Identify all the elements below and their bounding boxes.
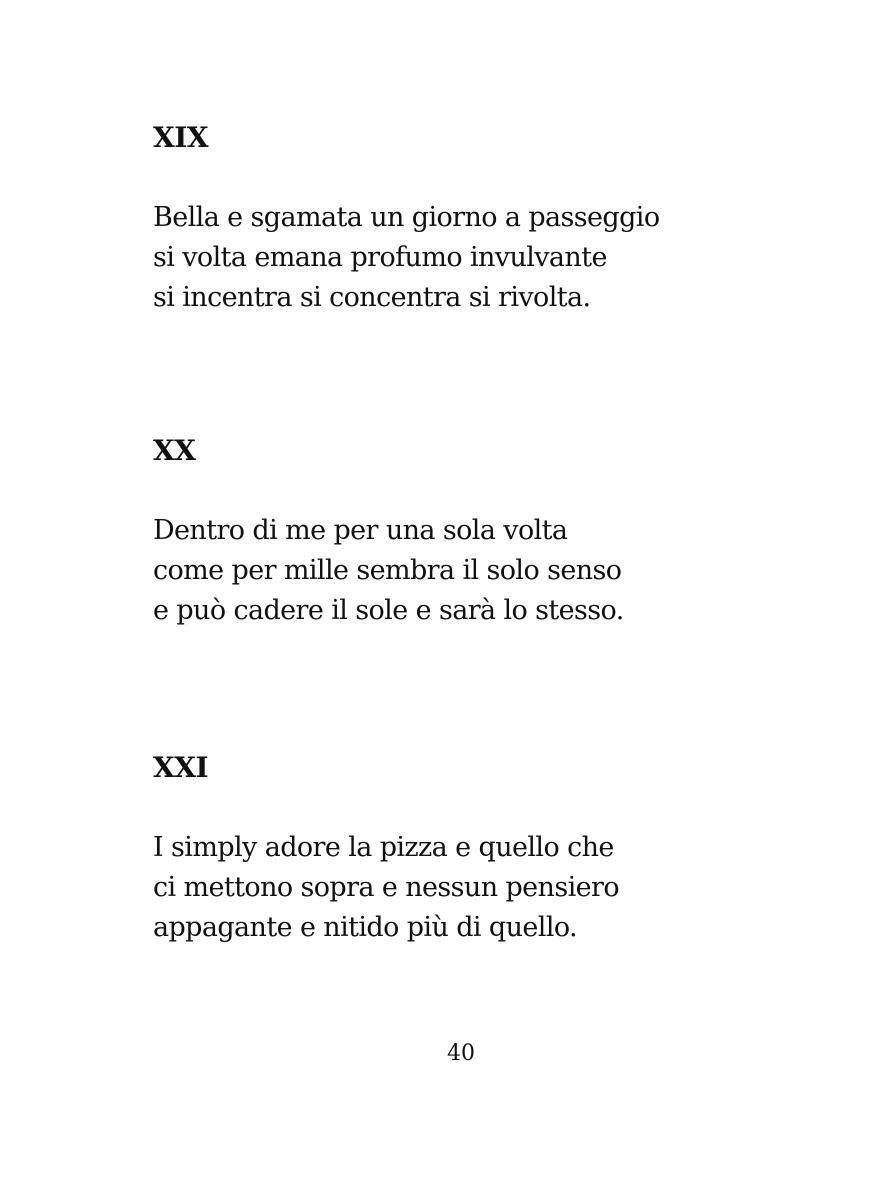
poem-xix [153, 121, 773, 318]
poem-number: XX [153, 434, 196, 467]
poem-line: ci mettono sopra e nessun pensiero [153, 872, 619, 903]
poem-line: come per mille sembra il solo senso [153, 555, 622, 586]
poem-xxi [153, 751, 773, 948]
page-number: 40 [447, 1041, 475, 1066]
poem-line: Dentro di me per una sola volta [153, 515, 568, 546]
poem-line: appagante e nitido più di quello. [153, 912, 578, 943]
poem-line: si incentra si concentra si rivolta. [153, 282, 591, 313]
poem-line: e può cadere il sole e sarà lo stesso. [153, 595, 624, 626]
poem-xx [153, 434, 773, 631]
poem-number: XXI [153, 751, 209, 784]
poem-line: si volta emana profumo invulvante [153, 242, 607, 273]
poem-lines [153, 828, 773, 948]
poem-line: I simply adore la pizza e quello che [153, 832, 614, 863]
poem-lines [153, 198, 773, 318]
poem-number: XIX [153, 121, 209, 154]
poem-lines [153, 511, 773, 631]
poem-line: Bella e sgamata un giorno a passeggio [153, 202, 660, 233]
